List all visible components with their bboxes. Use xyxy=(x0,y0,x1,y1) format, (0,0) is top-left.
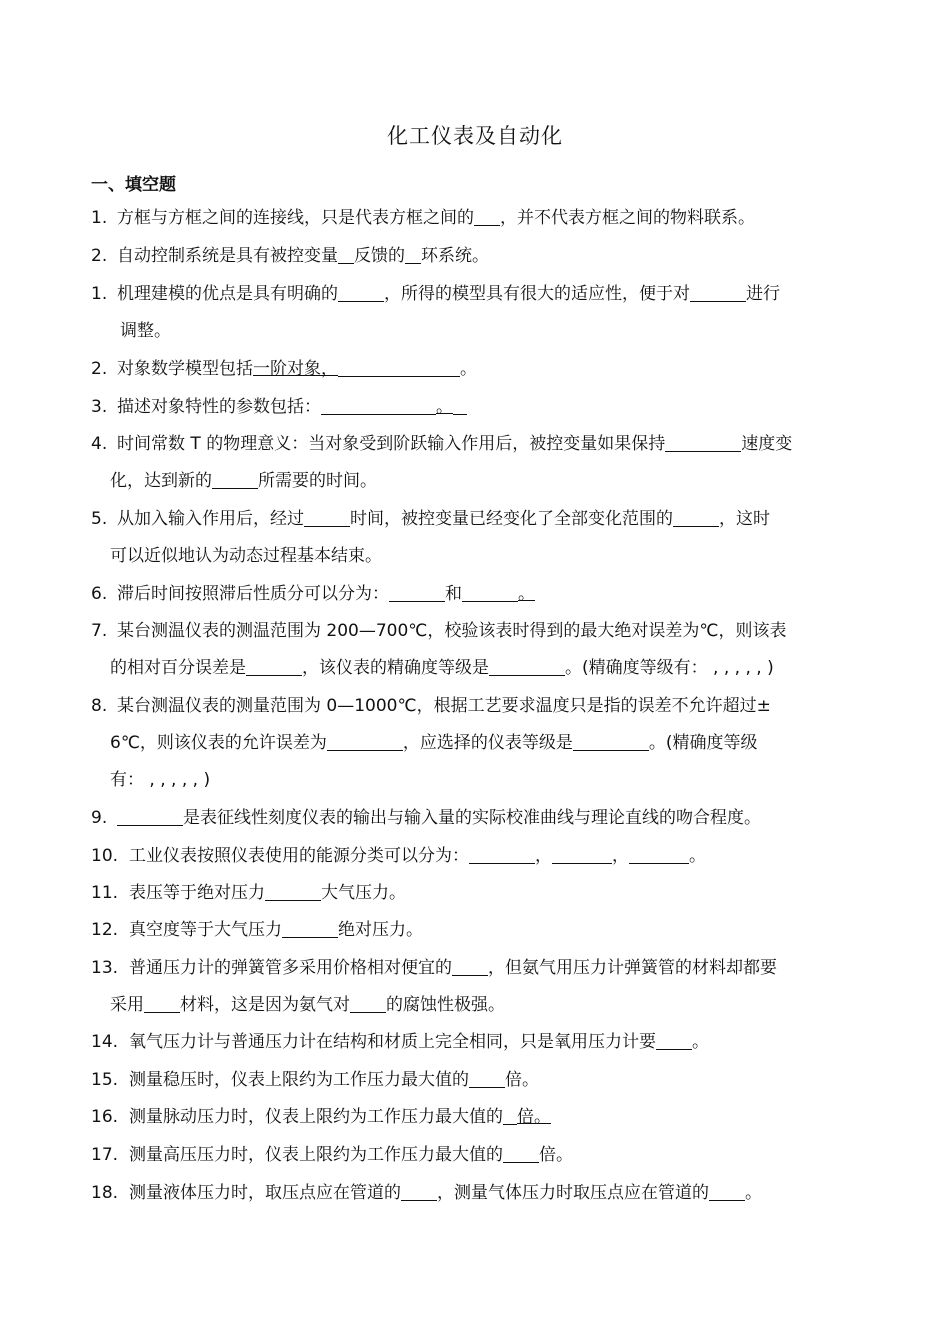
answer-blank[interactable] xyxy=(389,583,445,602)
question-item: 15. 测量稳压时，仪表上限约为工作压力最大值的 倍。 xyxy=(91,1070,539,1090)
answer-blank[interactable] xyxy=(144,994,180,1013)
answer-blank[interactable] xyxy=(401,1182,437,1201)
answer-blank[interactable] xyxy=(212,470,258,489)
question-continuation: 调整。 xyxy=(120,321,171,341)
question-continuation: 有： , , , , , ) xyxy=(110,770,211,790)
answer-blank[interactable] xyxy=(474,207,500,226)
answer-blank[interactable] xyxy=(405,245,421,264)
answer-blank[interactable] xyxy=(350,994,386,1013)
answer-blank[interactable] xyxy=(503,1106,517,1125)
question-item: 11. 表压等于绝对压力 大气压力。 xyxy=(91,883,406,903)
question-item: 2. 自动控制系统是具有被控变量 反馈的 环系统。 xyxy=(91,246,489,266)
question-item: 5. 从加入输入作用后，经过 时间，被控变量已经变化了全部变化范围的 ，这时 xyxy=(91,509,770,529)
section-heading: 一、填空题 xyxy=(91,175,176,195)
answer-blank[interactable] xyxy=(246,657,302,676)
answer-blank[interactable] xyxy=(327,732,403,751)
question-item: 1. 方框与方框之间的连接线，只是代表方框之间的 ，并不代表方框之间的物料联系。 xyxy=(91,208,755,228)
answer-blank[interactable] xyxy=(321,396,436,415)
question-item: 14. 氧气压力计与普通压力计在结构和材质上完全相同，只是氧用压力计要 。 xyxy=(91,1032,709,1052)
question-continuation: 6℃，则该仪表的允许误差为 ，应选择的仪表等级是 。(精确度等级 xyxy=(110,733,758,753)
question-continuation: 可以近似地认为动态过程基本结束。 xyxy=(110,546,382,566)
answer-blank[interactable] xyxy=(265,882,321,901)
answer-blank[interactable] xyxy=(462,583,518,602)
question-item: 18. 测量液体压力时，取压点应在管道的 ，测量气体压力时取压点应在管道的 。 xyxy=(91,1183,762,1203)
question-item: 13. 普通压力计的弹簧管多采用价格相对便宜的 ，但氨气用压力计弹簧管的材料却都要 xyxy=(91,958,777,978)
answer-blank[interactable] xyxy=(117,807,183,826)
question-item: 2. 对象数学模型包括一阶对象， 。 xyxy=(91,359,477,379)
question-item: 8. 某台测温仪表的测量范围为 0—1000℃，根据工艺要求温度只是指的误差不允许超过± xyxy=(91,696,771,716)
answer-blank[interactable] xyxy=(629,845,689,864)
answer-blank[interactable] xyxy=(665,433,741,452)
answer-blank[interactable] xyxy=(304,508,350,527)
question-item: 10. 工业仪表按照仪表使用的能源分类可以分为： ， ， 。 xyxy=(91,846,706,866)
answer-blank[interactable] xyxy=(690,283,746,302)
question-item: 16. 测量脉动压力时，仪表上限约为工作压力最大值的 倍。 xyxy=(91,1107,551,1127)
answer-blank[interactable] xyxy=(503,1144,539,1163)
answer-blank[interactable] xyxy=(552,845,612,864)
answer-blank[interactable] xyxy=(573,732,649,751)
question-item: 7. 某台测温仪表的测温范围为 200—700℃，校验该表时得到的最大绝对误差为℃，则该表 xyxy=(91,621,787,641)
answer-blank[interactable] xyxy=(709,1182,745,1201)
question-item: 3. 描述对象特性的参数包括： 。 xyxy=(91,395,467,419)
question-item: 12. 真空度等于大气压力 绝对压力。 xyxy=(91,920,423,940)
answer-blank[interactable] xyxy=(656,1031,692,1050)
answer-blank[interactable] xyxy=(338,245,354,264)
answer-blank[interactable] xyxy=(673,508,719,527)
question-item: 1. 机理建模的优点是具有明确的 ，所得的模型具有很大的适应性，便于对 进行 xyxy=(91,284,780,304)
answer-blank[interactable] xyxy=(452,957,488,976)
answer-blank[interactable] xyxy=(338,358,460,377)
answer-blank[interactable] xyxy=(282,919,338,938)
question-item: 17. 测量高压压力时，仪表上限约为工作压力最大值的 倍。 xyxy=(91,1145,573,1165)
question-item: 9. 是表征线性刻度仪表的输出与输入量的实际校准曲线与理论直线的吻合程度。 xyxy=(91,808,761,828)
question-item: 4. 时间常数 T 的物理意义：当对象受到阶跃输入作用后，被控变量如果保持 速度变 xyxy=(91,434,793,454)
question-continuation: 采用 材料，这是因为氨气对 的腐蚀性极强。 xyxy=(110,995,505,1015)
question-item: 6. 滞后时间按照滞后性质分可以分为： 和 。 xyxy=(91,584,535,604)
question-continuation: 的相对百分误差是 ，该仪表的精确度等级是 。(精确度等级有： , , , , , ) xyxy=(110,658,774,678)
answer-blank[interactable] xyxy=(489,657,565,676)
page-title: 化工仪表及自动化 xyxy=(387,124,563,148)
answer-blank[interactable] xyxy=(469,845,535,864)
answer-blank[interactable] xyxy=(469,1069,505,1088)
answer-blank[interactable] xyxy=(338,283,384,302)
question-continuation: 化，达到新的 所需要的时间。 xyxy=(110,471,377,491)
